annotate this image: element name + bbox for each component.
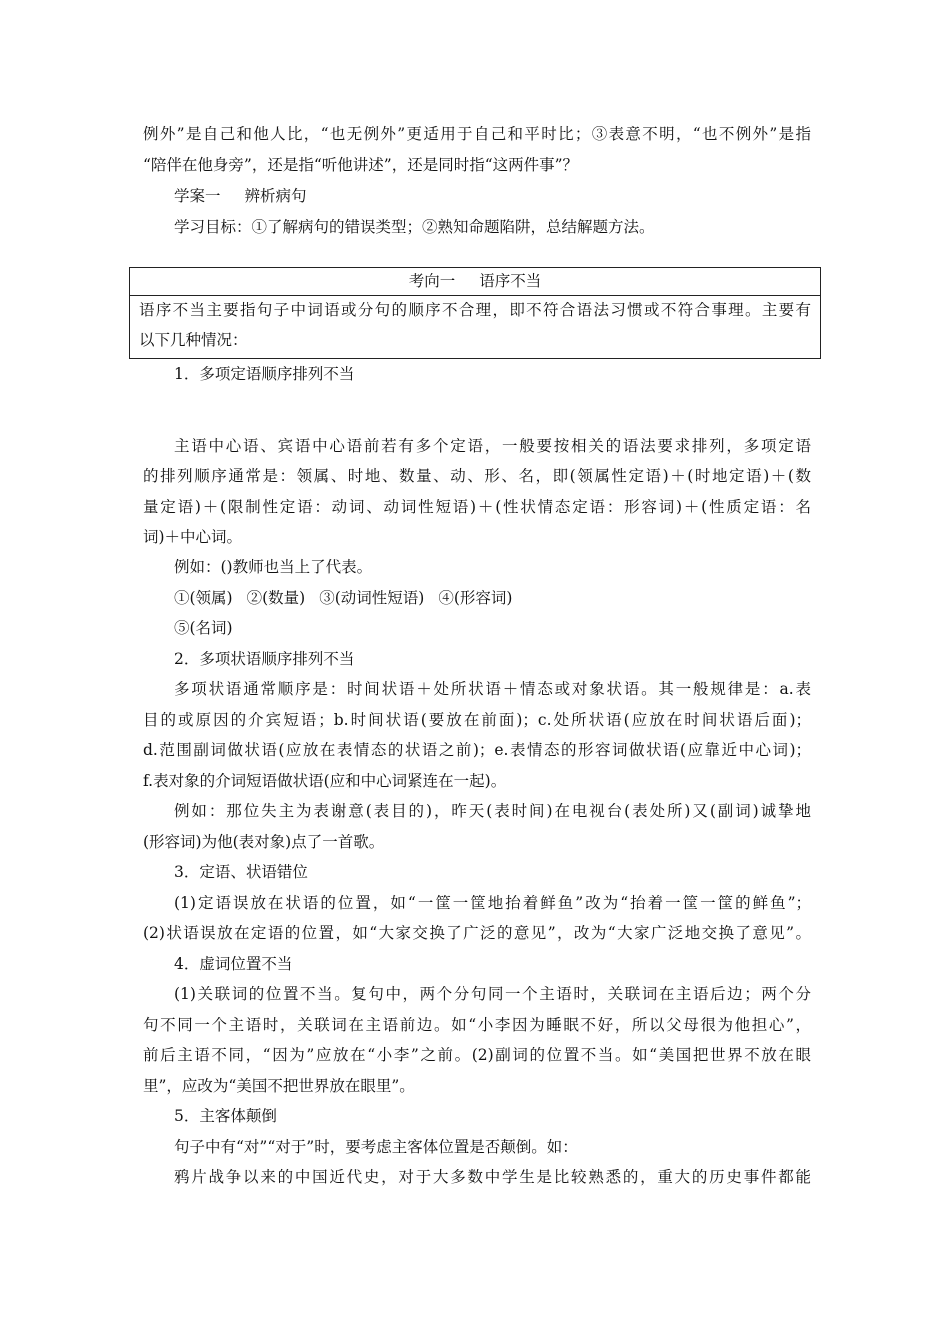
option-item: ⑤(名词) [174,619,233,637]
paragraph-line: 多项状语通常顺序是：时间状语＋处所状语＋情态或对象状语。其一般规律是：a.表 [174,680,811,698]
paragraph-line: 里”，应改为“美国不把世界放在眼里”。 [143,1077,415,1095]
paragraph-line: (2)状语误放在定语的位置，如“大家交换了广泛的意见”，改为“大家广泛地交换了意见”。 [143,924,811,942]
study-plan-title: 辨析病句 [244,187,307,205]
option-item: ①(领属) [174,589,233,607]
paragraph-line: (1)关联词的位置不当。复句中，两个分句同一个主语时，关联词在主语后边；两个分 [174,985,811,1003]
example-line: (形容词)为他(表对象)点了一首歌。 [143,833,385,851]
paragraph-line: 句子中有“对”“对于”时，要考虑主客体位置是否颠倒。如： [174,1138,578,1156]
paragraph-line: f.表对象的介词短语做状语(应和中心词紧连在一起)。 [143,772,507,790]
section-heading: 2．多项状语顺序排列不当 [174,650,355,668]
topic-box-title-label: 考向一 [408,272,456,290]
paragraph-line: 例外”是自己和他人比，“也无例外”更适用于自己和平时比；③表意不明，“也不例外”是指 [143,125,811,143]
paragraph-line: 鸦片战争以来的中国近代史，对于大多数中学生是比较熟悉的，重大的历史事件都能 [174,1168,811,1186]
option-item: ②(数量) [246,589,306,607]
topic-box-line: 以下几种情况： [139,331,248,349]
paragraph-line: d.范围副词做状语(应放在表情态的状语之前)；e.表情态的形容词做状语(应靠近中心词)； [143,741,811,759]
topic-box [129,267,821,359]
paragraph-line: “陪伴在他身旁”，还是指“听他讲述”，还是同时指“这两件事”？ [143,156,579,174]
topic-box-divider [130,295,820,296]
paragraph-line: 的排列顺序通常是：领属、时地、数量、动、形、名，即(领属性定语)＋(时地定语)＋(数 [143,467,811,485]
study-plan-label: 学案一 [174,187,221,205]
paragraph-line: 目的或原因的介宾短语；b.时间状语(要放在前面)；c.处所状语(应放在时间状语后面)； [143,711,811,729]
paragraph-line: 词)＋中心词。 [143,528,243,546]
example-line: 例如：那位失主为表谢意(表目的)，昨天(表时间)在电视台(表处所)又(副词)诚挚地 [174,802,811,820]
paragraph-line: 前后主语不同，“因为”应放在“小李”之前。(2)副词的位置不当。如“美国把世界不放在眼 [143,1046,811,1064]
example-line: 例如：()教师也当上了代表。 [174,558,373,576]
learning-goals: 学习目标：①了解病句的错误类型；②熟知命题陷阱，总结解题方法。 [174,218,655,236]
paragraph-line: 主语中心语、宾语中心语前若有多个定语，一般要按相关的语法要求排列，多项定语 [174,437,811,455]
paragraph-line: 句不同一个主语时，关联词在主语前边。如“小李因为睡眠不好，所以父母很为他担心”， [143,1016,811,1034]
topic-box-title-text: 语序不当 [479,272,542,290]
section-heading: 1．多项定语顺序排列不当 [174,365,355,383]
option-item: ④(形容词) [438,589,513,607]
paragraph-line: (1)定语误放在状语的位置，如“一筐一筐地抬着鲜鱼”改为“抬着一筐一筐的鲜鱼”； [174,894,811,912]
study-plan-heading [174,186,811,206]
paragraph-line: 量定语)＋(限制性定语：动词、动词性短语)＋(性状情态定语：形容词)＋(性质定语：名 [143,498,811,516]
section-heading: 4．虚词位置不当 [174,955,293,973]
section-heading: 5．主客体颠倒 [174,1107,277,1125]
options-line [174,588,811,608]
section-heading: 3．定语、状语错位 [174,863,308,881]
option-item: ③(动词性短语) [319,589,425,607]
topic-box-line: 语序不当主要指句子中词语或分句的顺序不合理，即不符合语法习惯或不符合事理。主要有 [139,301,811,319]
topic-box-title [130,271,820,291]
